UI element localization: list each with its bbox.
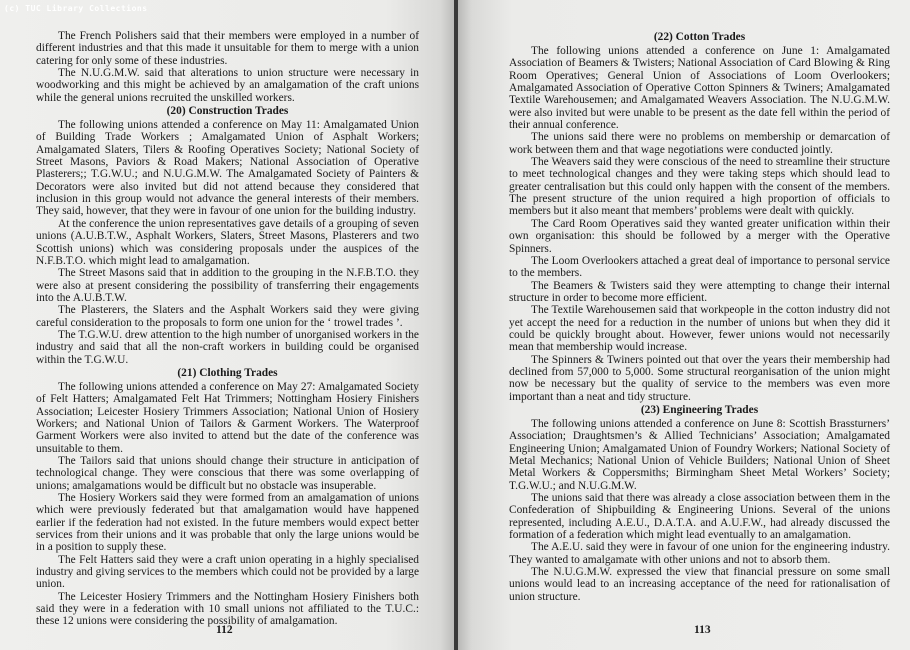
paragraph: The Beamers & Twisters said they were attempting to change their internal structure in order to become more efficient.	[509, 279, 890, 304]
watermark: (c) TUC Library Collections	[4, 4, 148, 13]
section-heading: (20) Construction Trades	[166, 105, 289, 118]
paragraph: The A.E.U. said they were in favour of one union for the engineering industry. They wanted to amalgamate with other unions and not to absorb them.	[509, 541, 890, 566]
paragraph: The Tailors said that unions should change their structure in anticipation of technological change. They were conscious that there was some overlapping of unions; amalgamations would be difficult but no obstacle was insuperable.	[36, 455, 419, 492]
paragraph: The Plasterers, the Slaters and the Asphalt Workers said they were giving careful consideration to the proposals to form one union for the ‘ trowel trades ’.	[36, 304, 419, 329]
section-heading: (21) Clothing Trades	[177, 366, 278, 379]
paragraph: The following unions attended a conference on May 27: Amalgamated Society of Felt Hatters; Amalgamated Felt Hat Trimmers; Nottingham Hosiery Finishers Association; Leicester Hosiery Trimmers Association; National Union of Hosiery Workers; and National Union of Tailors & Garment Workers. The Waterproof Garment Workers were also invited to attend but the date of the conference was unsuitable to them.	[36, 380, 419, 455]
paragraph: The Hosiery Workers said they were formed from an amalgamation of unions which were previously federated but that amalgamation would have happened earlier if the federation had not existed. In the future members would expect better services from their unions and it was probable that only the large unions would be in a position to supply these.	[36, 492, 419, 554]
page-number: 113	[694, 624, 711, 636]
paragraph: The Loom Overlookers attached a great deal of importance to personal service to the members.	[509, 254, 890, 280]
paragraph: The Leicester Hosiery Trimmers and the Nottingham Hosiery Finishers both said they were in a federation with 10 small unions not affiliated to the T.U.C.: these 12 unions were considering the possibility of amalgamation.	[36, 590, 419, 628]
paragraph: The Spinners & Twiners pointed out that over the years their membership had declined from 57,000 to 5,000. Some structural reorganisation of the union might now be necessary but the quality of service to the members was even more important than a neat and tidy structure.	[509, 353, 890, 403]
paragraph: The N.U.G.M.W. expressed the view that financial pressure on some small unions would lead to an increasing acceptance of the need for rationalisation of union structure.	[509, 566, 890, 603]
paragraph: At the conference the union representatives gave details of a grouping of seven unions (A.U.B.T.W., Asphalt Workers, Slaters, Street Masons, Plasterers and two Scottish unions) which was considering proposals under the auspices of the N.F.B.T.O. which might lead to amalgamation.	[36, 217, 419, 267]
section-heading: (23) Engineering Trades	[640, 403, 759, 416]
paragraph: The unions said there were no problems on membership or demarcation of work between them and that wage negotiations were conducted jointly.	[509, 131, 890, 156]
section-heading: (22) Cotton Trades	[653, 31, 746, 43]
paragraph: The unions said that there was already a close association between them in the Confederation of Shipbuilding & Engineering Unions. Several of the unions represented, including A.E.U., D.A.T.A. and A.U.F.W., had already discussed the formation of a federation which might lead eventually to an amalgamation.	[509, 492, 890, 542]
paragraph: The following unions attended a conference on June 1: Amalgamated Association of Beamers & Twisters; National Association of Card Blowing & Ring Room Operatives; General Union of Associations of Loom Overlookers; Amalgamated Association of Operative Cotton Spinners & Twiners; Amalgamated Textile Warehousemen; and Amalgamated Weavers Association. The N.U.G.M.W. were also invited but were unable to be present as the date fell within the period of their annual conference.	[509, 45, 890, 132]
left-page	[0, 0, 454, 650]
paragraph: The Felt Hatters said they were a craft union operating in a highly specialised industry and giving services to the members which could not be provided by a large union.	[36, 553, 419, 591]
paragraph: The Street Masons said that in addition to the grouping in the N.F.B.T.O. they were also at present considering the possibility of transferring their engagements into the A.U.B.T.W.	[36, 267, 419, 304]
paragraph: The French Polishers said that their members were employed in a number of different industries and that this made it unsuitable for them to merge with a union catering for only some of these industries.	[36, 30, 419, 67]
paragraph: The Textile Warehousemen said that workpeople in the cotton industry did not yet accept the need for a reduction in the number of unions but when they did it could be quickly brought about. However, fewer unions would not necessarily mean that membership would increase.	[509, 304, 890, 354]
left-text-column	[36, 30, 419, 628]
paragraph: The N.U.G.M.W. said that alterations to union structure were necessary in woodworking and this might be achieved by an amalgamation of the craft unions while the general unions recruited the unskilled workers.	[36, 67, 419, 104]
right-text-column	[509, 30, 890, 603]
right-page	[458, 0, 910, 650]
page-number: 112	[216, 624, 233, 636]
paragraph: The following unions attended a conference on May 11: Amalgamated Union of Building Trade Workers ; Amalgamated Union of Asphalt Workers; Amalgamated Slaters, Tilers & Roofing Operatives Society; National Society of Street Masons, Paviors & Road Makers; National Association of Operative Plasterers;; T.G.W.U.; and N.U.G.M.W. The Amalgamated Society of Painters & Decorators were also invited but did not attend because they considered that inclusion in this group would not advance the general interests of their members. They said, however, that they were in favour of one union for the building industry.	[36, 119, 419, 218]
paragraph: The Weavers said they were conscious of the need to streamline their structure to meet technological changes and they were taking steps which should lead to greater centralisation but this could only happen with the consent of the members. The present structure of the union required a high proportion of officials to members but it also meant that members’ problems were dealt with quickly.	[509, 156, 890, 218]
paragraph: The following unions attended a conference on June 8: Scottish Brassturners’ Association; Draughtsmen’s & Allied Technicians’ Association; Amalgamated Engineering Union; Amalgamated Union of Foundry Workers; National Society of Metal Mechanics; National Union of Vehicle Builders; National Union of Sheet Metal Workers & Coppersmiths; Birmingham Sheet Metal Workers’ Society; T.G.W.U.; and N.U.G.M.W.	[509, 417, 890, 492]
paragraph: The Card Room Operatives said they wanted greater unification within their own organisation: this should be followed by a merger with the Operative Spinners.	[509, 217, 890, 255]
paragraph: The T.G.W.U. drew attention to the high number of unorganised workers in the industry and said that all the non-craft workers in building could be organised within the T.G.W.U.	[36, 328, 419, 366]
